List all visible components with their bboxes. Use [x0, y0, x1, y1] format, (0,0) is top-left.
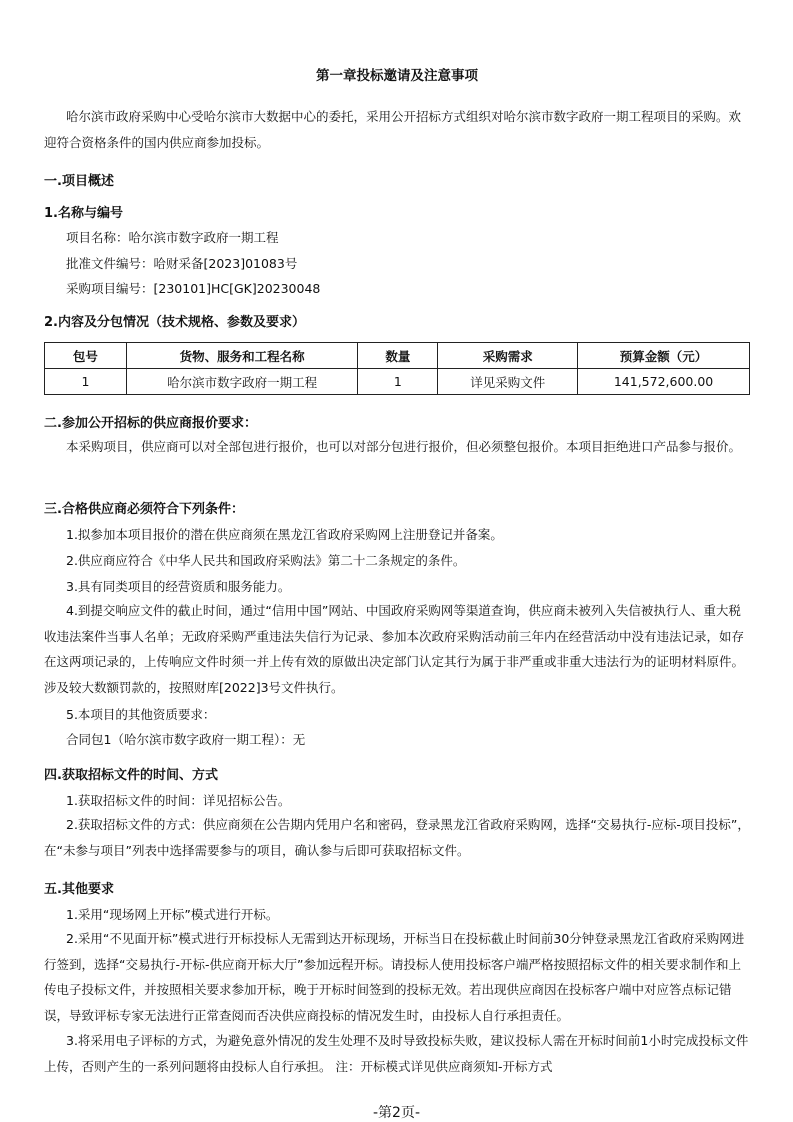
section-2-heading: 二.参加公开招标的供应商报价要求：: [44, 416, 257, 431]
condition-5: 5.本项目的其他资质要求：: [66, 707, 216, 722]
condition-4: 4.到提交响应文件的截止时间，通过“信用中国”网站、中国政府采购网等渠道查询，供应商未被列入失信被执行人、重大税收违法案件当事人名单；无政府采购严重违法失信行为记录、参加本次政府采购活动前三年内在经营活动中没有违法记录，如存在这两项记录的，上传响应文件时须一并上传有效的原做出决定部门认定其行为属于非严重或非重大违法行为的证明材料原件。涉及较大数额罚款的，按照财库[2022]3号文件执行。: [44, 603, 745, 695]
section-3-heading: 三.合格供应商必须符合下列条件：: [44, 502, 244, 517]
cell-item-name: 哈尔滨市数字政府一期工程: [126, 369, 358, 395]
cell-quantity: 1: [358, 369, 438, 395]
approval-number: 批准文件编号：哈财采备[2023]01083号: [66, 256, 298, 271]
subsection-name-number: 1.名称与编号: [44, 206, 123, 221]
section-2-text: 本采购项目，供应商可以对全部包进行报价，也可以对部分包进行报价，但必须整包报价。本项目拒绝进口产品参与报价。: [66, 439, 742, 454]
header-requirement: 采购需求: [438, 343, 578, 369]
other-requirement-2: 2.采用“不见面开标”模式进行开标投标人无需到达开标现场，开标当日在投标截止时间前30分钟登录黑龙江省政府采购网进行签到，选择“交易执行-开标-供应商开标大厅”参加远程开标。请投标人使用投标客户端严格按照招标文件的相关要求制作和上传电子投标文件，并按照相关要求参加开标，晚于开标时间签到的投标无效。若出现供应商因在投标客户端中对应答点标记错误，导致评标专家无法进行正常查阅而否决供应商投标的情况发生时，由投标人自行承担责任。: [44, 931, 745, 1023]
purchase-number: 采购项目编号：[230101]HC[GK]20230048: [66, 281, 321, 296]
table-row: [45, 369, 750, 395]
page-number: -第2页-: [372, 1105, 420, 1121]
header-item-name: 货物、服务和工程名称: [126, 343, 358, 369]
cell-requirement: 详见采购文件: [438, 369, 578, 395]
chapter-title: 第一章投标邀请及注意事项: [316, 68, 478, 84]
header-budget: 预算金额（元）: [578, 343, 750, 369]
section-5-heading: 五.其他要求: [44, 882, 114, 897]
subsection-content-packages: 2.内容及分包情况（技术规格、参数及要求）: [44, 315, 305, 330]
condition-2: 2.供应商应符合《中华人民共和国政府采购法》第二十二条规定的条件。: [66, 553, 466, 568]
header-quantity: 数量: [358, 343, 438, 369]
cell-package-no: 1: [45, 369, 127, 395]
condition-3: 3.具有同类项目的经营资质和服务能力。: [66, 579, 291, 594]
obtain-method: 2.获取招标文件的方式：供应商须在公告期内凭用户名和密码，登录黑龙江省政府采购网，选择“交易执行-应标-项目投标”，在“未参与项目”列表中选择需要参与的项目，确认参与后即可获取招标文件。: [44, 817, 750, 858]
cell-budget: 141,572,600.00: [578, 369, 750, 395]
table-header-row: [45, 343, 750, 369]
section-4-heading: 四.获取招标文件的时间、方式: [44, 768, 218, 783]
condition-1: 1.拟参加本项目报价的潜在供应商须在黑龙江省政府采购网上注册登记并备案。: [66, 527, 503, 542]
section-1-heading: 一.项目概述: [44, 174, 114, 189]
header-package-no: 包号: [45, 343, 127, 369]
project-name: 项目名称：哈尔滨市数字政府一期工程: [66, 230, 279, 245]
intro-paragraph: 哈尔滨市政府采购中心受哈尔滨市大数据中心的委托，采用公开招标方式组织对哈尔滨市数字政府一期工程项目的采购。欢迎符合资格条件的国内供应商参加投标。: [44, 109, 742, 150]
condition-5-detail: 合同包1（哈尔滨市数字政府一期工程）：无: [66, 732, 306, 747]
other-requirement-3: 3.将采用电子评标的方式，为避免意外情况的发生处理不及时导致投标失败，建议投标人需在开标时间前1小时完成投标文件上传，否则产生的一系列问题将由投标人自行承担。 注：开标模式详见供应商须知-开标方式: [44, 1033, 749, 1074]
other-requirement-1: 1.采用“现场网上开标”模式进行开标。: [66, 907, 279, 922]
obtain-time: 1.获取招标文件的时间：详见招标公告。: [66, 793, 291, 808]
package-table: [44, 342, 750, 395]
